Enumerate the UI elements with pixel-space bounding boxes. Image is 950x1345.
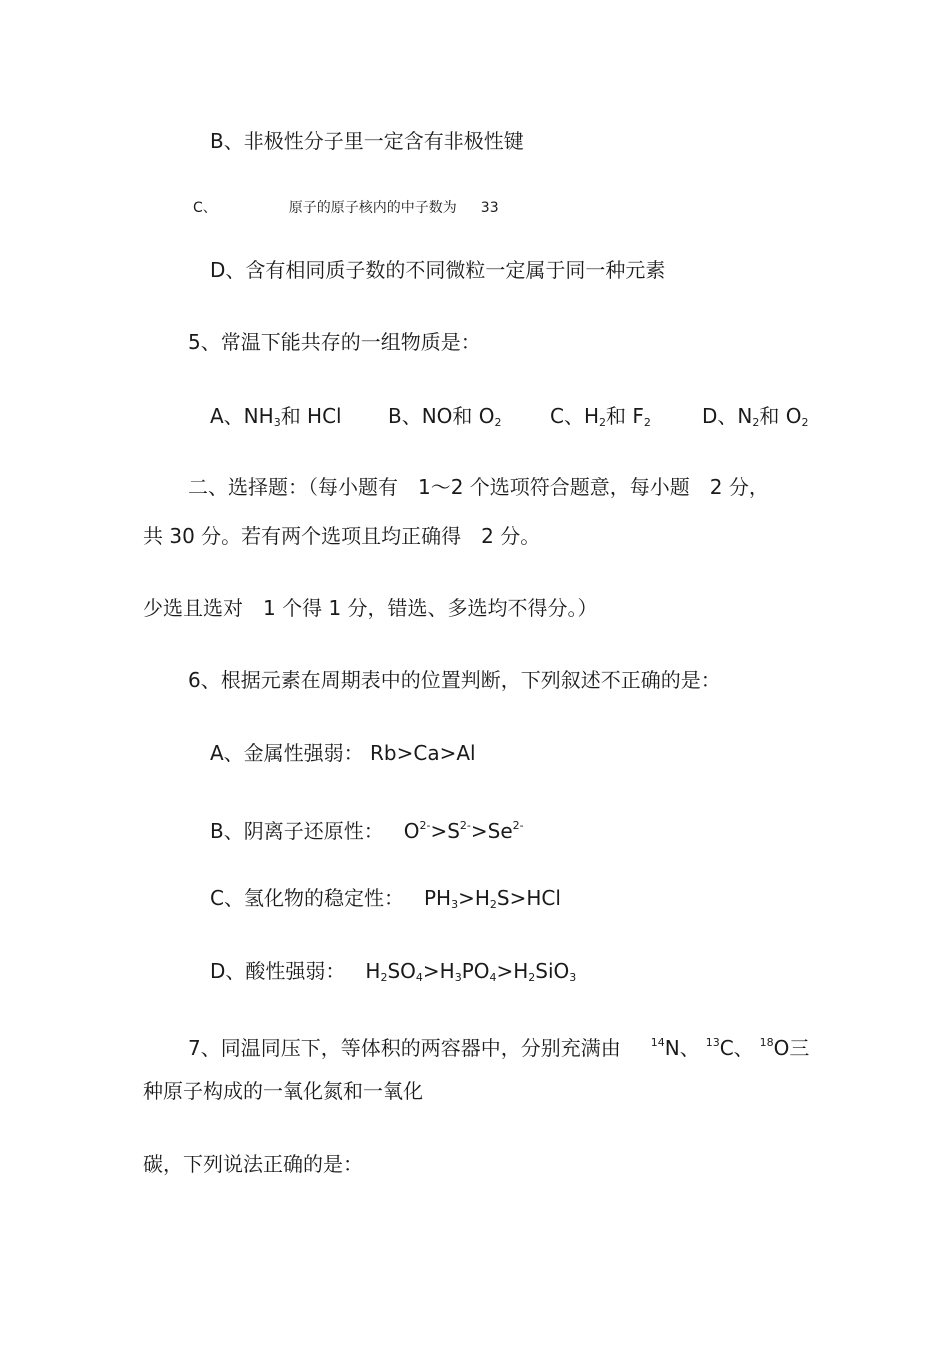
q6-d-sub-1: 2 xyxy=(380,971,388,984)
q6-c-label: C、氢化物的稳定性： xyxy=(210,886,404,910)
section-2-line-3: 少选且选对 1 个得 1 分，错选、多选均不得分。） xyxy=(143,596,598,620)
q6-d-sub-4: 4 xyxy=(489,971,497,984)
question-6: 6、根据元素在周期表中的位置判断，下列叙述不正确的是： xyxy=(188,668,721,692)
q5-option-c xyxy=(550,403,651,436)
q6-d-sub-5: 2 xyxy=(528,971,536,984)
section-2-heading: 二、选择题：（每小题有 1～2 个选项符合题意，每小题 2 分， xyxy=(188,475,769,499)
q5-d-subscript-1: 2 xyxy=(752,416,760,429)
q5-c-prefix: C、H xyxy=(550,404,600,428)
q6-b-oxygen-charge: 2- xyxy=(419,819,431,832)
q4-option-c-label: C、 xyxy=(193,200,217,216)
q7-carbon-mass: 13 xyxy=(705,1036,720,1049)
q6-b-label: B、阴离子还原性： xyxy=(210,819,384,843)
q6-d-part-2: SO xyxy=(387,959,416,983)
q6-b-sulfur-charge: 2- xyxy=(459,819,471,832)
q5-a-subscript: 3 xyxy=(273,416,281,429)
question-7-line-3: 碳，下列说法正确的是： xyxy=(143,1152,363,1176)
q6-b-selenium-charge: 2- xyxy=(512,819,524,832)
q6-c-part-3: S>HCl xyxy=(496,886,561,910)
q6-d-sub-2: 4 xyxy=(415,971,423,984)
q5-c-subscript-2: 2 xyxy=(643,416,651,429)
q4-option-c-text: 原子的原子核内的中子数为 xyxy=(288,200,457,216)
q5-b-subscript: 2 xyxy=(494,416,502,429)
q5-a-prefix: A、NH xyxy=(210,404,274,428)
q6-option-a: A、金属性强弱： Rb>Ca>Al xyxy=(210,741,476,765)
question-7-line-1 xyxy=(188,1030,809,1061)
q6-c-sub-1: 3 xyxy=(451,898,459,911)
q5-option-a xyxy=(210,403,342,436)
q7-oxygen-mass: 18 xyxy=(759,1036,774,1049)
q6-c-part-1: PH xyxy=(423,886,452,910)
q5-d-middle: 和 O xyxy=(759,404,802,428)
q6-d-sub-3: 3 xyxy=(454,971,462,984)
q7-nitrogen: N、 xyxy=(664,1036,700,1060)
q5-c-middle: 和 F xyxy=(606,404,644,428)
q6-option-b xyxy=(210,813,524,844)
q5-d-subscript-2: 2 xyxy=(801,416,809,429)
q6-b-oxygen: O xyxy=(403,819,420,843)
section-2-line-2: 共 30 分。若有两个选项且均正确得 2 分。 xyxy=(143,524,541,548)
q6-d-label: D、酸性强弱： xyxy=(210,959,346,983)
q6-c-sub-2: 2 xyxy=(489,898,497,911)
q7-carbon: C、 xyxy=(719,1036,754,1060)
q7-oxygen: O三 xyxy=(773,1036,810,1060)
q6-d-sub-6: 3 xyxy=(569,971,577,984)
q6-b-selenium: >Se xyxy=(470,819,513,843)
q6-d-part-1: H xyxy=(365,959,381,983)
q5-b-prefix: B、NO和 O xyxy=(388,404,495,428)
question-5: 5、常温下能共存的一组物质是： xyxy=(188,330,481,354)
q5-option-b xyxy=(388,403,502,436)
q5-d-prefix: D、N xyxy=(702,404,753,428)
q4-option-b: B、非极性分子里一定含有非极性键 xyxy=(210,129,524,153)
q6-c-part-2: >H xyxy=(458,886,490,910)
q6-d-part-5: >H xyxy=(496,959,529,983)
q6-option-d xyxy=(210,958,576,991)
question-7-line-2: 种原子构成的一氧化氮和一氧化 xyxy=(143,1079,423,1103)
q4-option-c xyxy=(193,195,499,221)
q6-d-part-6: SiO xyxy=(535,959,570,983)
q4-option-c-number: 33 xyxy=(480,200,499,216)
q5-c-subscript-1: 2 xyxy=(599,416,607,429)
q6-d-part-4: PO xyxy=(461,959,490,983)
q5-a-suffix: 和 HCl xyxy=(280,404,342,428)
q7-intro: 7、同温同压下，等体积的两容器中，分别充满由 xyxy=(188,1036,621,1060)
q6-option-c xyxy=(210,885,561,918)
q5-option-d xyxy=(702,403,808,436)
q6-d-part-3: >H xyxy=(422,959,455,983)
q7-nitrogen-mass: 14 xyxy=(650,1036,665,1049)
q4-option-d: D、含有相同质子数的不同微粒一定属于同一种元素 xyxy=(210,258,666,282)
q6-b-sulfur: >S xyxy=(430,819,460,843)
